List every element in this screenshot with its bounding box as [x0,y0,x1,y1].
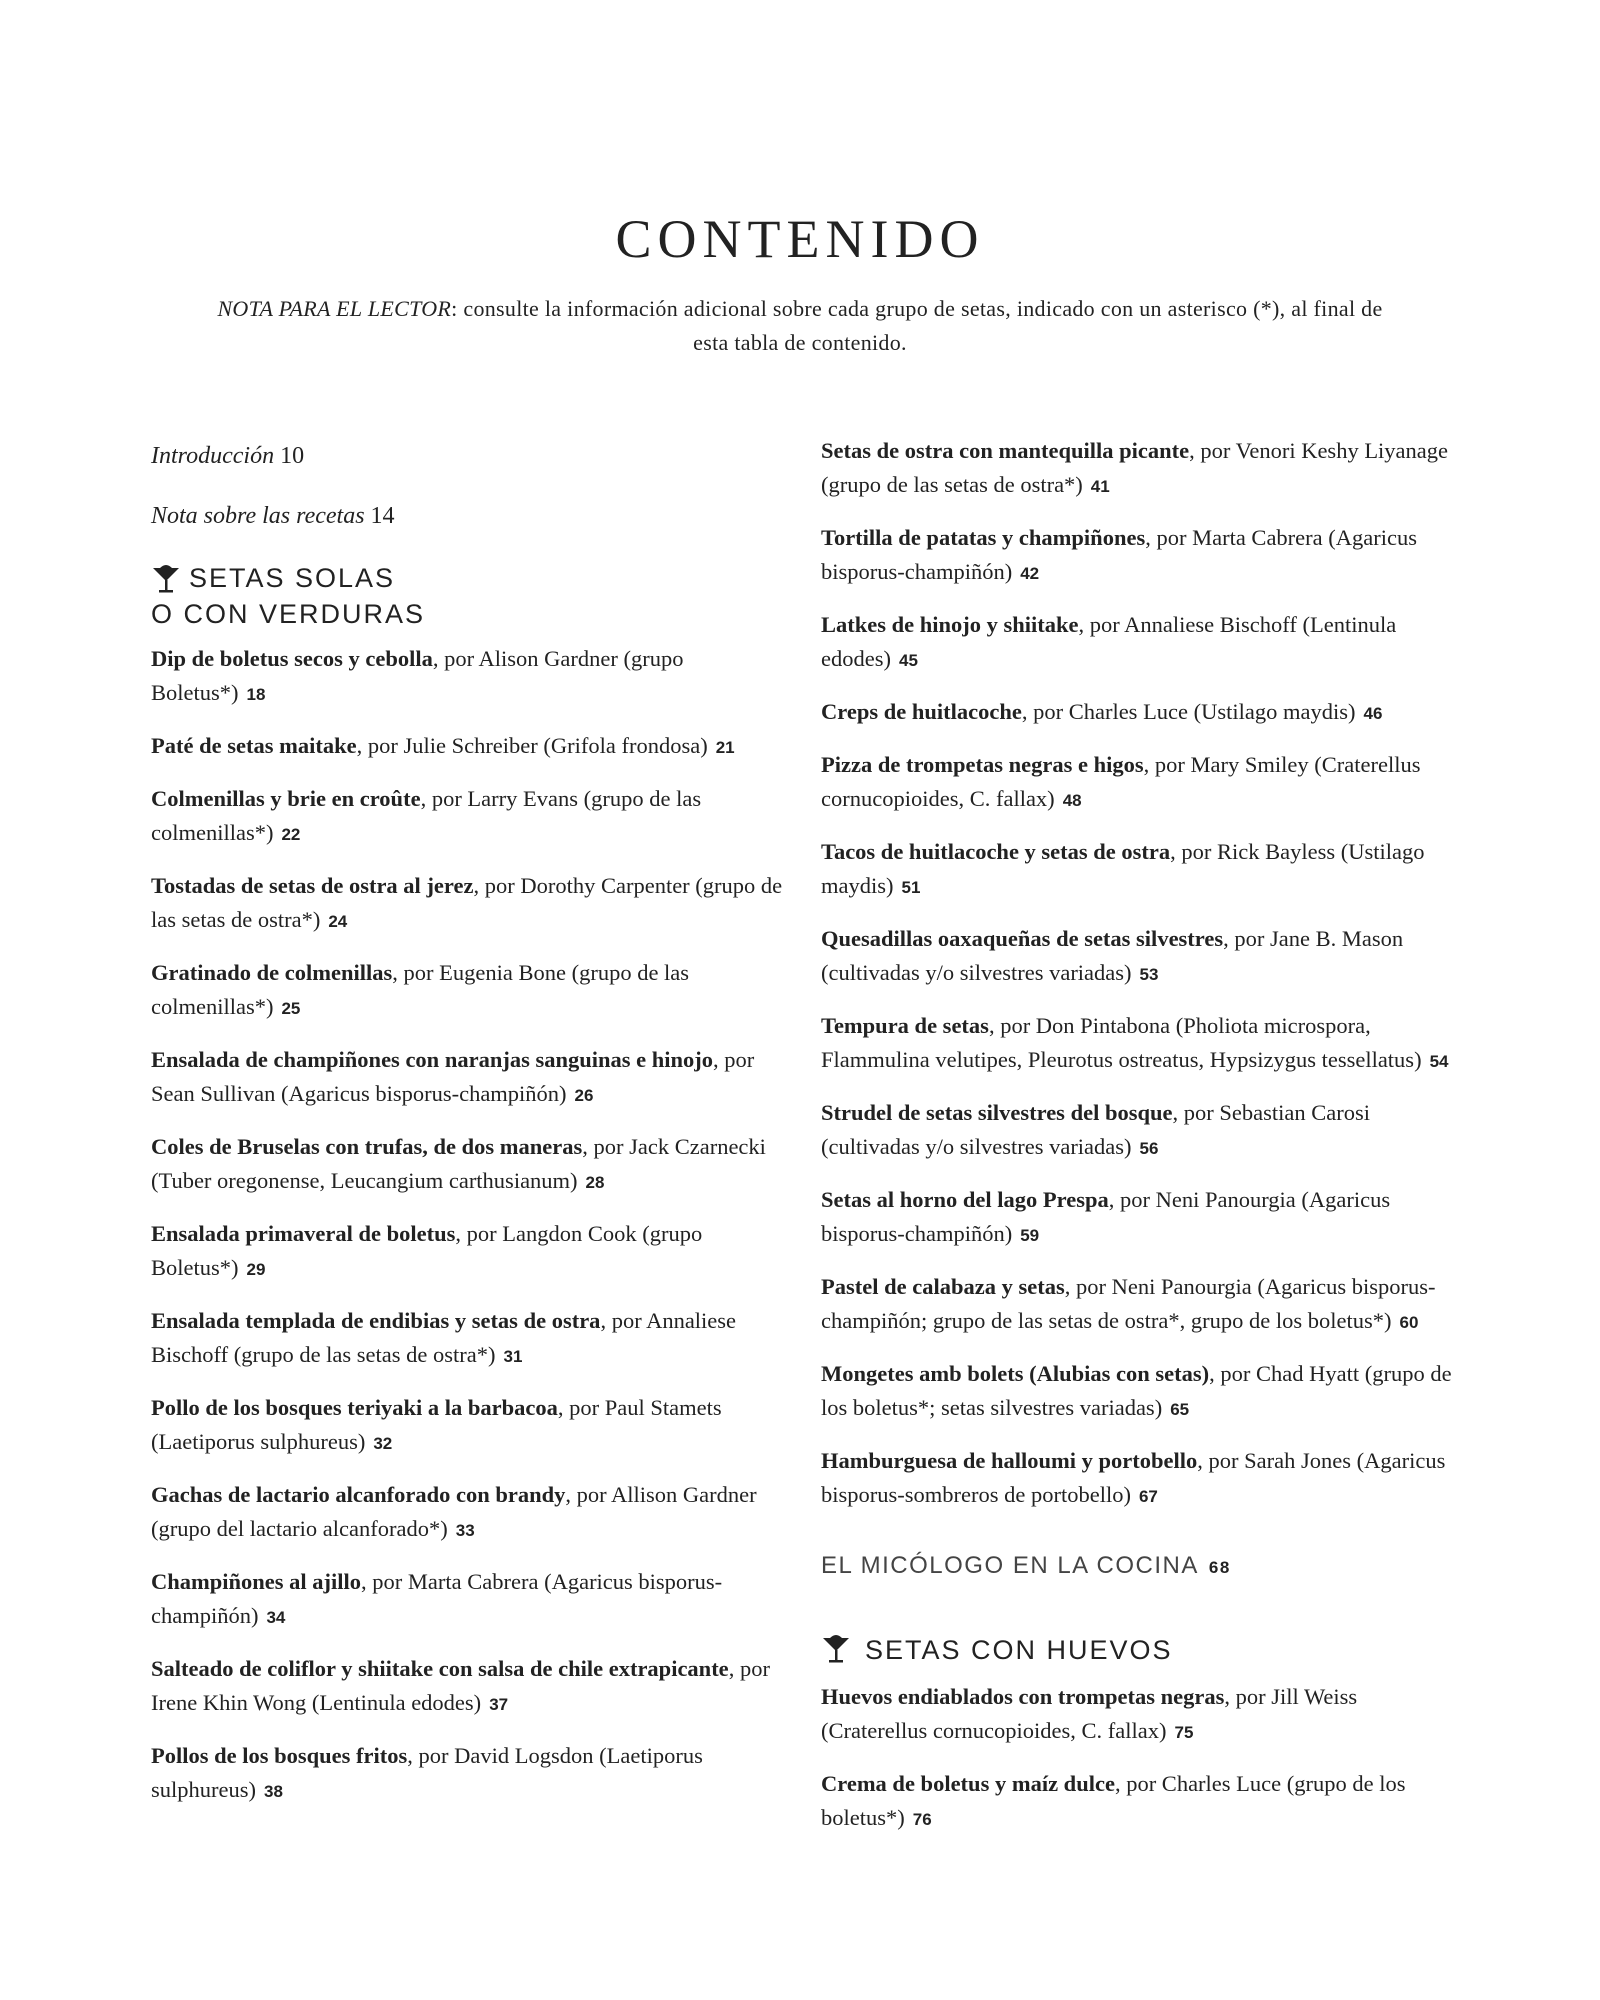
toc-entry-page: 42 [1020,564,1040,583]
toc-entry[interactable] [821,922,1461,992]
toc-right-column [821,434,1461,1854]
toc-entry[interactable] [151,782,791,852]
toc-left-column [151,440,791,1826]
toc-entry[interactable] [151,1304,791,1374]
toc-entry-author: , por Sarah Jones (Agaricus bisporus-sombreros de portobello) [821,1448,1446,1507]
toc-entry-title: Setas de ostra con mantequilla picante [821,438,1190,463]
toc-entry-title: Pastel de calabaza y setas [821,1274,1065,1299]
toc-front-title: Nota sobre las recetas [151,503,365,529]
toc-entry[interactable] [821,434,1461,504]
toc-entry-author: , por Annaliese Bischoff (grupo de las setas de ostra*) [151,1308,737,1367]
toc-entry[interactable] [821,1680,1461,1750]
toc-entry[interactable] [821,1096,1461,1166]
toc-entry-author: , por Annaliese Bischoff (Lentinula edodes) [821,612,1397,671]
toc-entry-title: Pizza de trompetas negras e higos [821,752,1144,777]
toc-entry-title: Coles de Bruselas con trufas, de dos maneras [151,1134,583,1159]
toc-entry-author: , por Marta Cabrera (Agaricus bisporus-champiñón) [151,1569,723,1628]
toc-entry-page: 67 [1138,1487,1158,1506]
toc-entry[interactable] [821,521,1461,591]
toc-entry-author: , por Langdon Cook (grupo Boletus*) [151,1221,703,1280]
toc-entry[interactable] [151,642,791,712]
toc-entry[interactable] [151,1478,791,1548]
toc-entry-page: 45 [898,651,918,670]
toc-front-page: 10 [280,443,305,469]
toc-entry-page: 26 [574,1086,594,1105]
toc-entry-page: 18 [246,685,266,704]
toc-entry[interactable] [821,1767,1461,1837]
toc-entry-page: 75 [1174,1723,1194,1742]
section-heading-micologo[interactable] [821,1552,1461,1580]
toc-entry-author: , por Don Pintabona (Pholiota microspora, Flammulina velutipes, Pleurotus ostreatus, Hypsizygus tessellatus) [821,1013,1422,1072]
toc-entry-page: 33 [455,1521,475,1540]
toc-entry-page: 76 [912,1810,932,1829]
toc-entry[interactable] [821,1270,1461,1340]
toc-entry-page: 51 [901,878,921,897]
toc-entry-author: , por Paul Stamets (Laetiporus sulphureus) [151,1395,722,1454]
toc-entry[interactable] [821,1444,1461,1514]
toc-entry-list [821,1680,1461,1837]
toc-entry-title: Gachas de lactario alcanforado con brandy [151,1482,566,1507]
section-heading-setas-con-huevos [821,1632,1461,1668]
toc-entry-title: Latkes de hinojo y shiitake [821,612,1079,637]
reader-note-text: : consulte la información adicional sobre cada grupo de setas, indicado con un asterisco (*), al final de esta tabla de contenido. [451,296,1383,355]
toc-entry-title: Quesadillas oaxaqueñas de setas silvestres [821,926,1224,951]
toc-entry[interactable] [821,1183,1461,1253]
toc-entry[interactable] [821,835,1461,905]
toc-front-title: Introducción [151,443,275,469]
toc-entry[interactable] [821,1357,1461,1427]
toc-entry-author: , por Irene Khin Wong (Lentinula edodes) [151,1656,770,1715]
reader-note-label: NOTA PARA EL LECTOR [217,296,452,321]
toc-entry-page: 65 [1170,1400,1190,1419]
toc-entry[interactable] [151,1652,791,1722]
toc-entry-page: 56 [1139,1139,1159,1158]
toc-entry-title: Paté de setas maitake [151,733,357,758]
toc-entry-author: , por Neni Panourgia (Agaricus bisporus-champiñón; grupo de las setas de ostra*, grupo de los boletus*) [821,1274,1436,1333]
toc-entry-page: 21 [715,738,735,757]
toc-entry[interactable] [151,956,791,1026]
toc-entry-title: Ensalada templada de endibias y setas de ostra [151,1308,601,1333]
toc-entry-list [151,642,791,1809]
toc-entry-author: , por Allison Gardner (grupo del lactario alcanforado*) [151,1482,757,1541]
toc-entry[interactable] [151,1391,791,1461]
toc-entry[interactable] [151,1043,791,1113]
section-heading-title: SETAS CON HUEVOS [865,1635,1173,1665]
toc-entry-title: Tacos de huitlacoche y setas de ostra [821,839,1171,864]
toc-entry-author: , por David Logsdon (Laetiporus sulphureus) [151,1743,703,1802]
toc-entry-title: Mongetes amb bolets (Alubias con setas) [821,1361,1210,1386]
toc-front-item[interactable] [151,500,791,532]
mushroom-cocktail-icon [821,1634,851,1664]
toc-entry[interactable] [151,1565,791,1635]
toc-entry-title: Tortilla de patatas y champiñones [821,525,1146,550]
toc-entry-author: , por Neni Panourgia (Agaricus bisporus-champiñón) [821,1187,1391,1246]
toc-entry-author: , por Sean Sullivan (Agaricus bisporus-champiñón) [151,1047,755,1106]
toc-entry-page: 41 [1090,477,1110,496]
toc-entry-page: 32 [373,1434,393,1453]
toc-entry[interactable] [151,1739,791,1809]
toc-entry-title: Pollos de los bosques fritos [151,1743,408,1768]
toc-entry-title: Salteado de coliflor y shiitake con salsa de chile extrapicante [151,1656,729,1681]
section-heading-line1: SETAS SOLAS [189,563,396,593]
toc-entry[interactable] [821,748,1461,818]
toc-entry-page: 53 [1139,965,1159,984]
toc-entry[interactable] [151,729,791,765]
toc-entry-page: 29 [246,1260,266,1279]
toc-entry-title: Ensalada primaveral de boletus [151,1221,456,1246]
toc-entry-title: Crema de boletus y maíz dulce [821,1771,1115,1796]
toc-entry-page: 48 [1062,791,1082,810]
section-heading-micologo-title: EL MICÓLOGO EN LA COCINA [821,1552,1199,1579]
section-heading-line2: O CON VERDURAS [151,599,426,629]
toc-entry-page: 38 [264,1782,283,1801]
toc-entry-author: , por Jack Czarnecki (Tuber oregonense, Leucangium carthusianum) [151,1134,766,1193]
toc-entry[interactable] [821,1009,1461,1079]
toc-entry-title: Gratinado de colmenillas [151,960,393,985]
toc-entry-author: , por Rick Bayless (Ustilago maydis) [821,839,1425,898]
toc-entry-page: 37 [489,1695,509,1714]
toc-entry-list [821,434,1461,1514]
toc-front-item[interactable] [151,440,791,472]
toc-entry-page: 59 [1020,1226,1040,1245]
toc-entry[interactable] [821,695,1461,731]
mushroom-cocktail-icon [151,564,181,594]
toc-entry-author: , por Marta Cabrera (Agaricus bisporus-champiñón) [821,525,1417,584]
toc-entry-page: 46 [1363,704,1383,723]
toc-entry-author: , por Jane B. Mason (cultivadas y/o silvestres variadas) [821,926,1404,985]
toc-entry-title: Hamburguesa de halloumi y portobello [821,1448,1198,1473]
toc-entry-author: , por Charles Luce (grupo de los boletus*) [821,1771,1406,1830]
toc-entry-author: , por Julie Schreiber (Grifola frondosa) [356,733,708,758]
toc-entry-title: Champiñones al ajillo [151,1569,362,1594]
toc-entry-title: Pollo de los bosques teriyaki a la barbacoa [151,1395,558,1420]
toc-entry-author: , por Chad Hyatt (grupo de los boletus*; setas silvestres variadas) [821,1361,1452,1420]
toc-entry-author: , por Sebastian Carosi (cultivadas y/o silvestres variadas) [821,1100,1370,1159]
toc-entry-page: 25 [281,999,301,1018]
toc-entry-author: , por Alison Gardner (grupo Boletus*) [151,646,684,705]
toc-entry-title: Huevos endiablados con trompetas negras [821,1684,1225,1709]
toc-entry[interactable] [151,869,791,939]
toc-entry-author: , por Larry Evans (grupo de las colmenillas*) [151,786,702,845]
toc-entry-title: Ensalada de champiñones con naranjas sanguinas e hinojo [151,1047,714,1072]
toc-entry-author: , por Venori Keshy Liyanage (grupo de las setas de ostra*) [821,438,1449,497]
toc-entry-page: 28 [585,1173,605,1192]
toc-front-page: 14 [370,503,395,529]
toc-entry[interactable] [821,608,1461,678]
toc-entry-author: , por Eugenia Bone (grupo de las colmenillas*) [151,960,690,1019]
toc-entry-page: 22 [281,825,301,844]
toc-entry-title: Dip de boletus secos y cebolla [151,646,433,671]
toc-entry-author: , por Charles Luce (Ustilago maydis) [1021,699,1356,724]
toc-entry-page: 68 [1208,1558,1231,1577]
section-heading-setas-solas [151,560,791,632]
toc-entry-author: , por Jill Weiss (Craterellus cornucopioides, C. fallax) [821,1684,1358,1743]
toc-entry-page: 60 [1399,1313,1419,1332]
toc-entry-page: 24 [328,912,348,931]
toc-entry-page: 34 [266,1608,286,1627]
toc-entry-title: Setas al horno del lago Prespa [821,1187,1109,1212]
toc-entry-author: , por Mary Smiley (Craterellus cornucopioides, C. fallax) [821,752,1421,811]
toc-entry-page: 54 [1429,1052,1449,1071]
toc-entry-title: Creps de huitlacoche [821,699,1022,724]
toc-entry-title: Tostadas de setas de ostra al jerez [151,873,474,898]
toc-entry[interactable] [151,1130,791,1200]
reader-note [200,292,1400,360]
toc-entry-author: , por Dorothy Carpenter (grupo de las setas de ostra*) [151,873,783,932]
page-title: CONTENIDO [615,209,985,269]
toc-entry-title: Strudel de setas silvestres del bosque [821,1100,1173,1125]
toc-entry-title: Tempura de setas [821,1013,989,1038]
toc-entry[interactable] [151,1217,791,1287]
toc-entry-title: Colmenillas y brie en croûte [151,786,421,811]
toc-entry-page: 31 [503,1347,523,1366]
